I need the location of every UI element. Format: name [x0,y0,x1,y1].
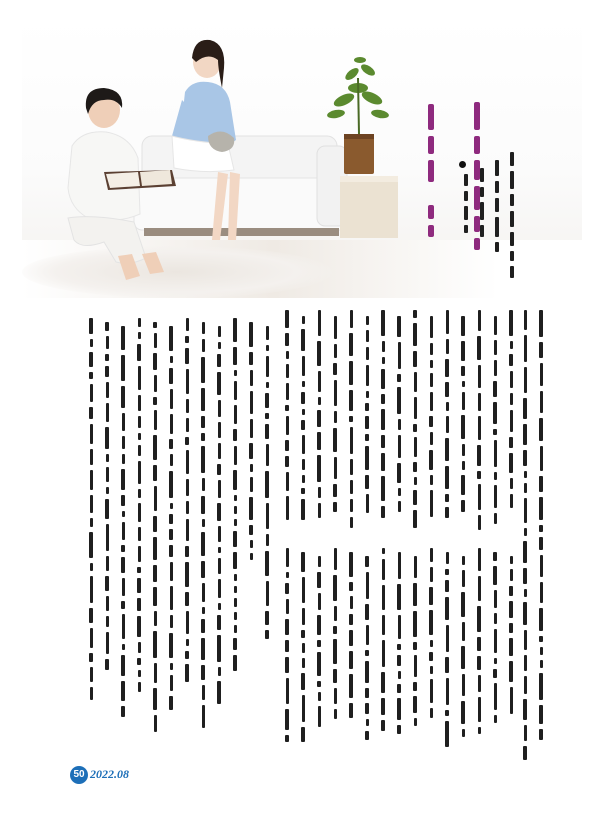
body-column-mid-top-9 [410,310,420,533]
issue-date: 2022.08 [90,767,129,781]
byline-author [461,174,471,238]
body-column-left-6 [166,326,176,715]
byline-bullet [459,161,466,168]
body-column-mid-top-11 [442,310,452,523]
body-column-mid-bottom-6 [362,556,372,745]
body-column-left-8 [198,322,208,733]
body-column-mid-bottom-8 [394,552,404,739]
body-column-mid-bottom-10 [426,548,436,723]
byline-line-3 [492,160,502,257]
body-column-mid-bottom-7 [378,548,388,736]
body-column-mid-top-1 [282,310,292,525]
body-column-left-11 [246,322,256,565]
body-column-mid-top-2 [298,316,308,525]
body-column-mid-bottom-3 [314,556,324,732]
body-column-left-2 [102,322,112,675]
body-column-mid-bottom-11 [442,552,452,752]
body-column-mid-top-5 [346,310,356,533]
body-column-left-5 [150,322,160,737]
body-column-right-1 [520,310,530,765]
body-column-mid-bottom-2 [298,552,308,747]
byline-line-4 [507,152,517,283]
body-column-mid-bottom-15 [506,556,516,719]
body-column-mid-bottom-9 [410,556,420,731]
body-column-mid-top-13 [474,310,484,535]
body-column-right-2 [536,310,546,745]
man-figure [68,88,176,280]
article-title-line-3 [424,205,438,243]
body-column-mid-top-10 [426,316,436,522]
body-column-mid-bottom-5 [346,552,356,723]
body-column-left-3 [118,326,128,722]
body-column-left-12 [262,326,272,644]
body-column-mid-bottom-13 [474,548,484,739]
body-column-mid-top-7 [378,310,388,523]
body-column-mid-bottom-12 [458,556,468,742]
body-column-left-7 [182,318,192,687]
body-column-mid-bottom-1 [282,548,292,747]
body-column-left-4 [134,318,144,697]
body-column-mid-top-15 [506,310,516,513]
body-column-mid-top-12 [458,316,468,517]
body-column-mid-top-6 [362,316,372,518]
article-title-line-1 [424,104,438,188]
body-column-mid-top-3 [314,310,324,523]
body-column-left-1 [86,318,96,705]
body-column-mid-top-8 [394,316,404,517]
body-column-mid-top-4 [330,316,340,517]
page-number-badge: 50 [70,766,88,784]
body-column-left-10 [230,318,240,676]
body-column-mid-bottom-4 [330,548,340,724]
body-column-mid-bottom-14 [490,552,500,728]
body-column-left-9 [214,326,224,709]
body-column-mid-top-14 [490,316,500,529]
byline-line-2 [477,168,487,242]
